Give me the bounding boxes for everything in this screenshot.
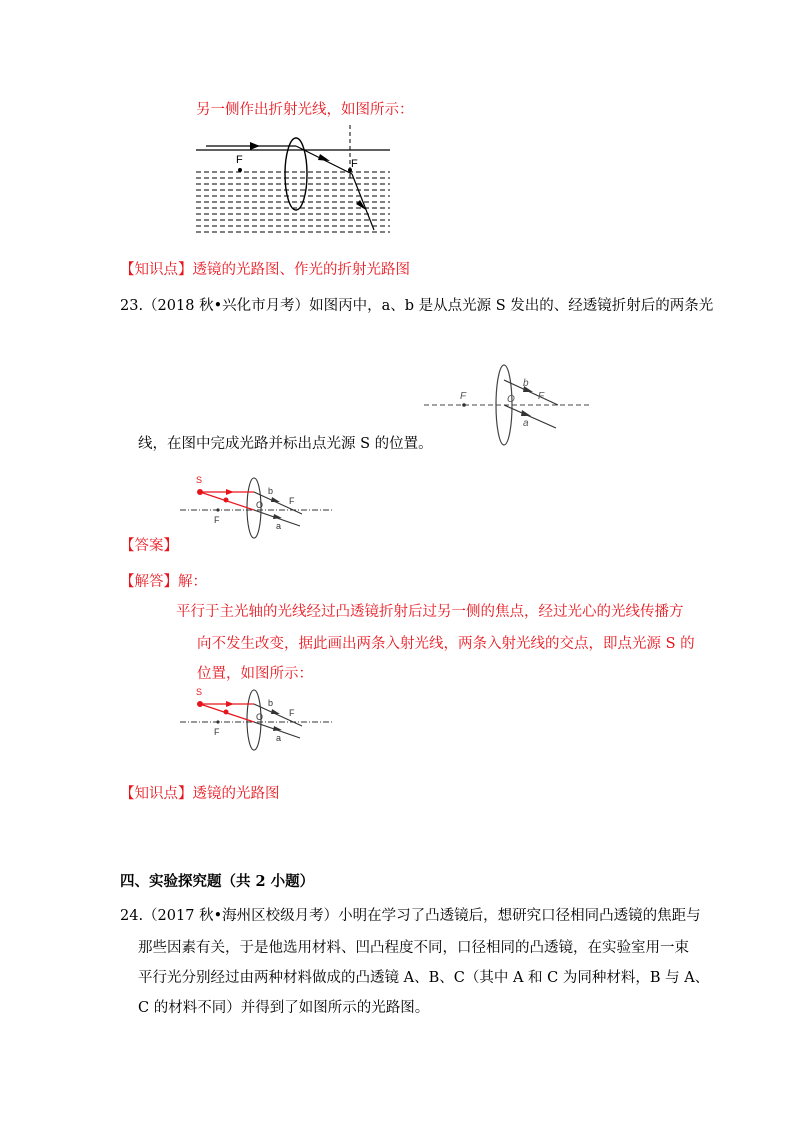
q23-stem-line2: 线，在图中完成光路并标出点光源 S 的位置。 bbox=[138, 436, 433, 452]
q23-qfig-f-left: F bbox=[460, 391, 467, 402]
q23-stem-line1: 23.（2018 秋•兴化市月考）如图丙中，a、b 是从点光源 S 发出的、经透镜折射后的两条光 bbox=[120, 298, 714, 314]
q23-afig1-a: a bbox=[276, 521, 282, 531]
knowledge-text: 透镜的光路图 bbox=[192, 786, 280, 802]
q23-afig1-f-right: F bbox=[289, 496, 295, 506]
q23-qfig-f-right: F bbox=[538, 391, 545, 402]
knowledge-tag: 【知识点】 bbox=[120, 786, 193, 802]
q23-afig2-f-right: F bbox=[289, 708, 295, 718]
q23-answer-tag: 【答案】 bbox=[120, 538, 178, 554]
q23-afig1-s: S bbox=[196, 475, 203, 485]
q23-analysis-head bbox=[120, 572, 207, 592]
q23-afig1-f-below: F bbox=[214, 515, 220, 525]
q24-line2: 那些因素有关，于是他选用材料、凹凸程度不同，口径相同的凸透镜，在实验室用一束 bbox=[138, 940, 689, 956]
q23-question-figure bbox=[420, 362, 600, 452]
q23-afig2-o: O bbox=[256, 712, 264, 722]
q23-afig2-s: S bbox=[196, 687, 203, 697]
q23-analysis-line3: 位置，如图所示： bbox=[197, 666, 313, 682]
q23-answer-figure-1 bbox=[176, 472, 336, 542]
q23-afig2-b: b bbox=[268, 698, 274, 708]
q23-answer-figure-2 bbox=[176, 684, 336, 754]
q23-afig2-f-below: F bbox=[214, 727, 220, 737]
knowledge-tag: 【知识点】 bbox=[120, 262, 193, 278]
q23-afig1-o: O bbox=[256, 500, 264, 510]
q24-line4: C 的材料不同）并得到了如图所示的光路图。 bbox=[138, 1000, 430, 1016]
q24-line1: 24.（2017 秋•海州区校级月考）小明在学习了凸透镜后，想研究口径相同凸透镜的焦距与 bbox=[120, 908, 701, 924]
section-title: 四、实验探究题（共 2 小题） bbox=[120, 873, 315, 890]
q23-knowledge bbox=[120, 784, 280, 804]
q22-refraction-figure bbox=[190, 120, 400, 245]
q22-answer-tail: 另一侧作出折射光线，如图所示： bbox=[196, 102, 414, 118]
q22-fig-label-f-left: F bbox=[236, 154, 243, 166]
q24-line3: 平行光分别经过由两种材料做成的凸透镜 A、B、C（其中 A 和 C 为同种材料，B 与 A、 bbox=[138, 970, 710, 986]
knowledge-text: 透镜的光路图、作光的折射光路图 bbox=[192, 262, 410, 278]
q23-qfig-a: a bbox=[523, 418, 529, 429]
q23-analysis-line1: 平行于主光轴的光线经过凸透镜折射后过另一侧的焦点，经过光心的光线传播方 bbox=[176, 604, 684, 620]
q23-afig2-a: a bbox=[276, 733, 282, 743]
q23-afig1-b: b bbox=[268, 486, 274, 496]
analysis-prefix: 解： bbox=[178, 574, 207, 590]
q23-analysis-line2: 向不发生改变，据此画出两条入射光线，两条入射光线的交点，即点光源 S 的 bbox=[197, 636, 695, 652]
q23-qfig-b: b bbox=[523, 378, 529, 389]
q23-qfig-o: O bbox=[507, 394, 515, 405]
q22-fig-label-f-right: F bbox=[351, 158, 358, 170]
q22-knowledge bbox=[120, 260, 410, 280]
analysis-tag: 【解答】 bbox=[120, 574, 178, 590]
